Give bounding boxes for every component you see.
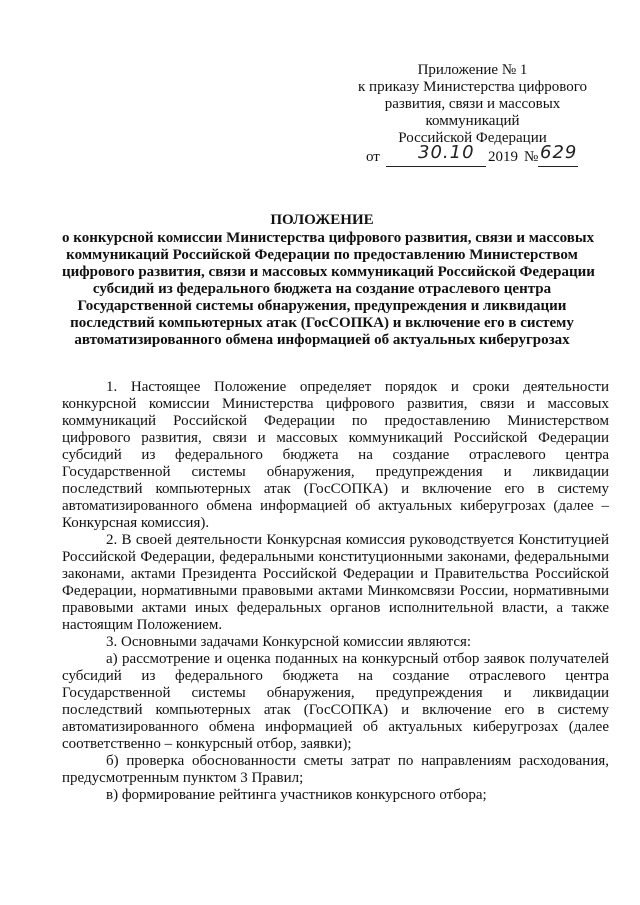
text-line: автоматизированного обмена информацией об актуальных киберугрозах (далее – [62,498,609,514]
appendix-order-line: к приказу Министерства цифрового [358,79,587,95]
order-date-line [366,142,606,169]
text-line: в) формирование рейтинга участников конкурсного отбора; [106,787,487,803]
text-line: Федерации, нормативными правовыми актами Минкомсвязи России, нормативными [62,583,609,599]
paragraph-3 [62,634,609,651]
paragraph-1 [62,379,609,532]
paragraph-3v [62,787,609,804]
title-line: субсидий из федерального бюджета на создание отраслевого центра [92,281,552,297]
order-year: 2019 [488,149,518,165]
text-line: Государственной системы обнаружения, предупреждения и ликвидации [62,685,609,701]
paragraph-3b [62,753,609,787]
title-line: коммуникаций Российской Федерации по предоставлению Министерством [66,247,578,263]
date-prefix: от [366,149,380,165]
text-line: соответственно – конкурсный отбор, заявки); [62,736,352,752]
text-line: предусмотренным пунктом 3 Правил; [62,770,304,786]
paragraph-3a [62,651,609,753]
paragraph-2 [62,532,609,634]
text-line: 2. В своей деятельности Конкурсная комиссия руководствуется Конституцией [106,532,609,548]
text-line: а) рассмотрение и оценка поданных на конкурсный отбор заявок получателей [106,651,609,667]
appendix-ministry-line: коммуникаций [425,113,520,129]
text-line: последствий компьютерных атак (ГосСОПКА) и включение его в систему [62,481,609,497]
appendix-block [340,62,605,147]
text-line: субсидий из федерального бюджета на создание отраслевого центра [62,668,609,684]
text-line: Российской Федерации, федеральными конституционными законами, федеральными [62,549,609,565]
text-line: законами, актами Президента Российской Федерации и Правительства Российской [62,566,609,582]
text-line: Государственной системы обнаружения, предупреждения и ликвидации [62,464,609,480]
text-line: последствий компьютерных атак (ГосСОПКА) и включение его в систему [62,702,609,718]
text-line: конкурсной комиссии Министерства цифрового развития, связи и массовых [62,396,609,412]
appendix-country-line: Российской Федерации [398,130,547,146]
text-line: автоматизированного обмена информацией об актуальных киберугрозах (далее [62,719,609,735]
appendix-ministry-line: развития, связи и массовых [384,96,561,112]
title-line: о конкурсной комиссии Министерства цифрового развития, связи и массовых [62,230,595,246]
text-line: субсидий из федерального бюджета на создание отраслевого центра [62,447,609,463]
date-underline [386,166,486,167]
text-line: Конкурсная комиссия). [62,515,210,531]
text-line: коммуникаций Российской Федерации по предоставлению Министерством [62,413,609,429]
title-line: последствий компьютерных атак (ГосСОПКА) и включение его в систему [70,315,574,331]
text-line: б) проверка обоснованности сметы затрат по направлениям расходования, [106,753,609,769]
number-sign: № [524,149,539,165]
document-body [62,379,609,804]
title-line: цифрового развития, связи и массовых коммуникаций Российской Федерации [62,264,595,280]
title-heading: ПОЛОЖЕНИЕ [270,212,374,228]
text-line: цифрового развития, связи и массовых коммуникаций Российской Федерации [62,430,609,446]
number-underline [538,166,578,167]
text-line: правовыми актами иных федеральных органов исполнительной власти, а также [62,600,609,616]
appendix-number: Приложение № 1 [417,62,528,78]
text-line: 3. Основными задачами Конкурсной комиссии являются: [106,634,472,650]
handwritten-date: 30.10 [418,142,475,163]
document-title [62,212,595,349]
title-line: автоматизированного обмена информацией об актуальных киберугрозах [74,332,570,348]
handwritten-order-number: 629 [540,142,578,163]
title-line: Государственной системы обнаружения, предупреждения и ликвидации [77,298,567,314]
text-line: 1. Настоящее Положение определяет порядок и сроки деятельности [106,379,609,395]
text-line: настоящим Положением. [62,617,223,633]
